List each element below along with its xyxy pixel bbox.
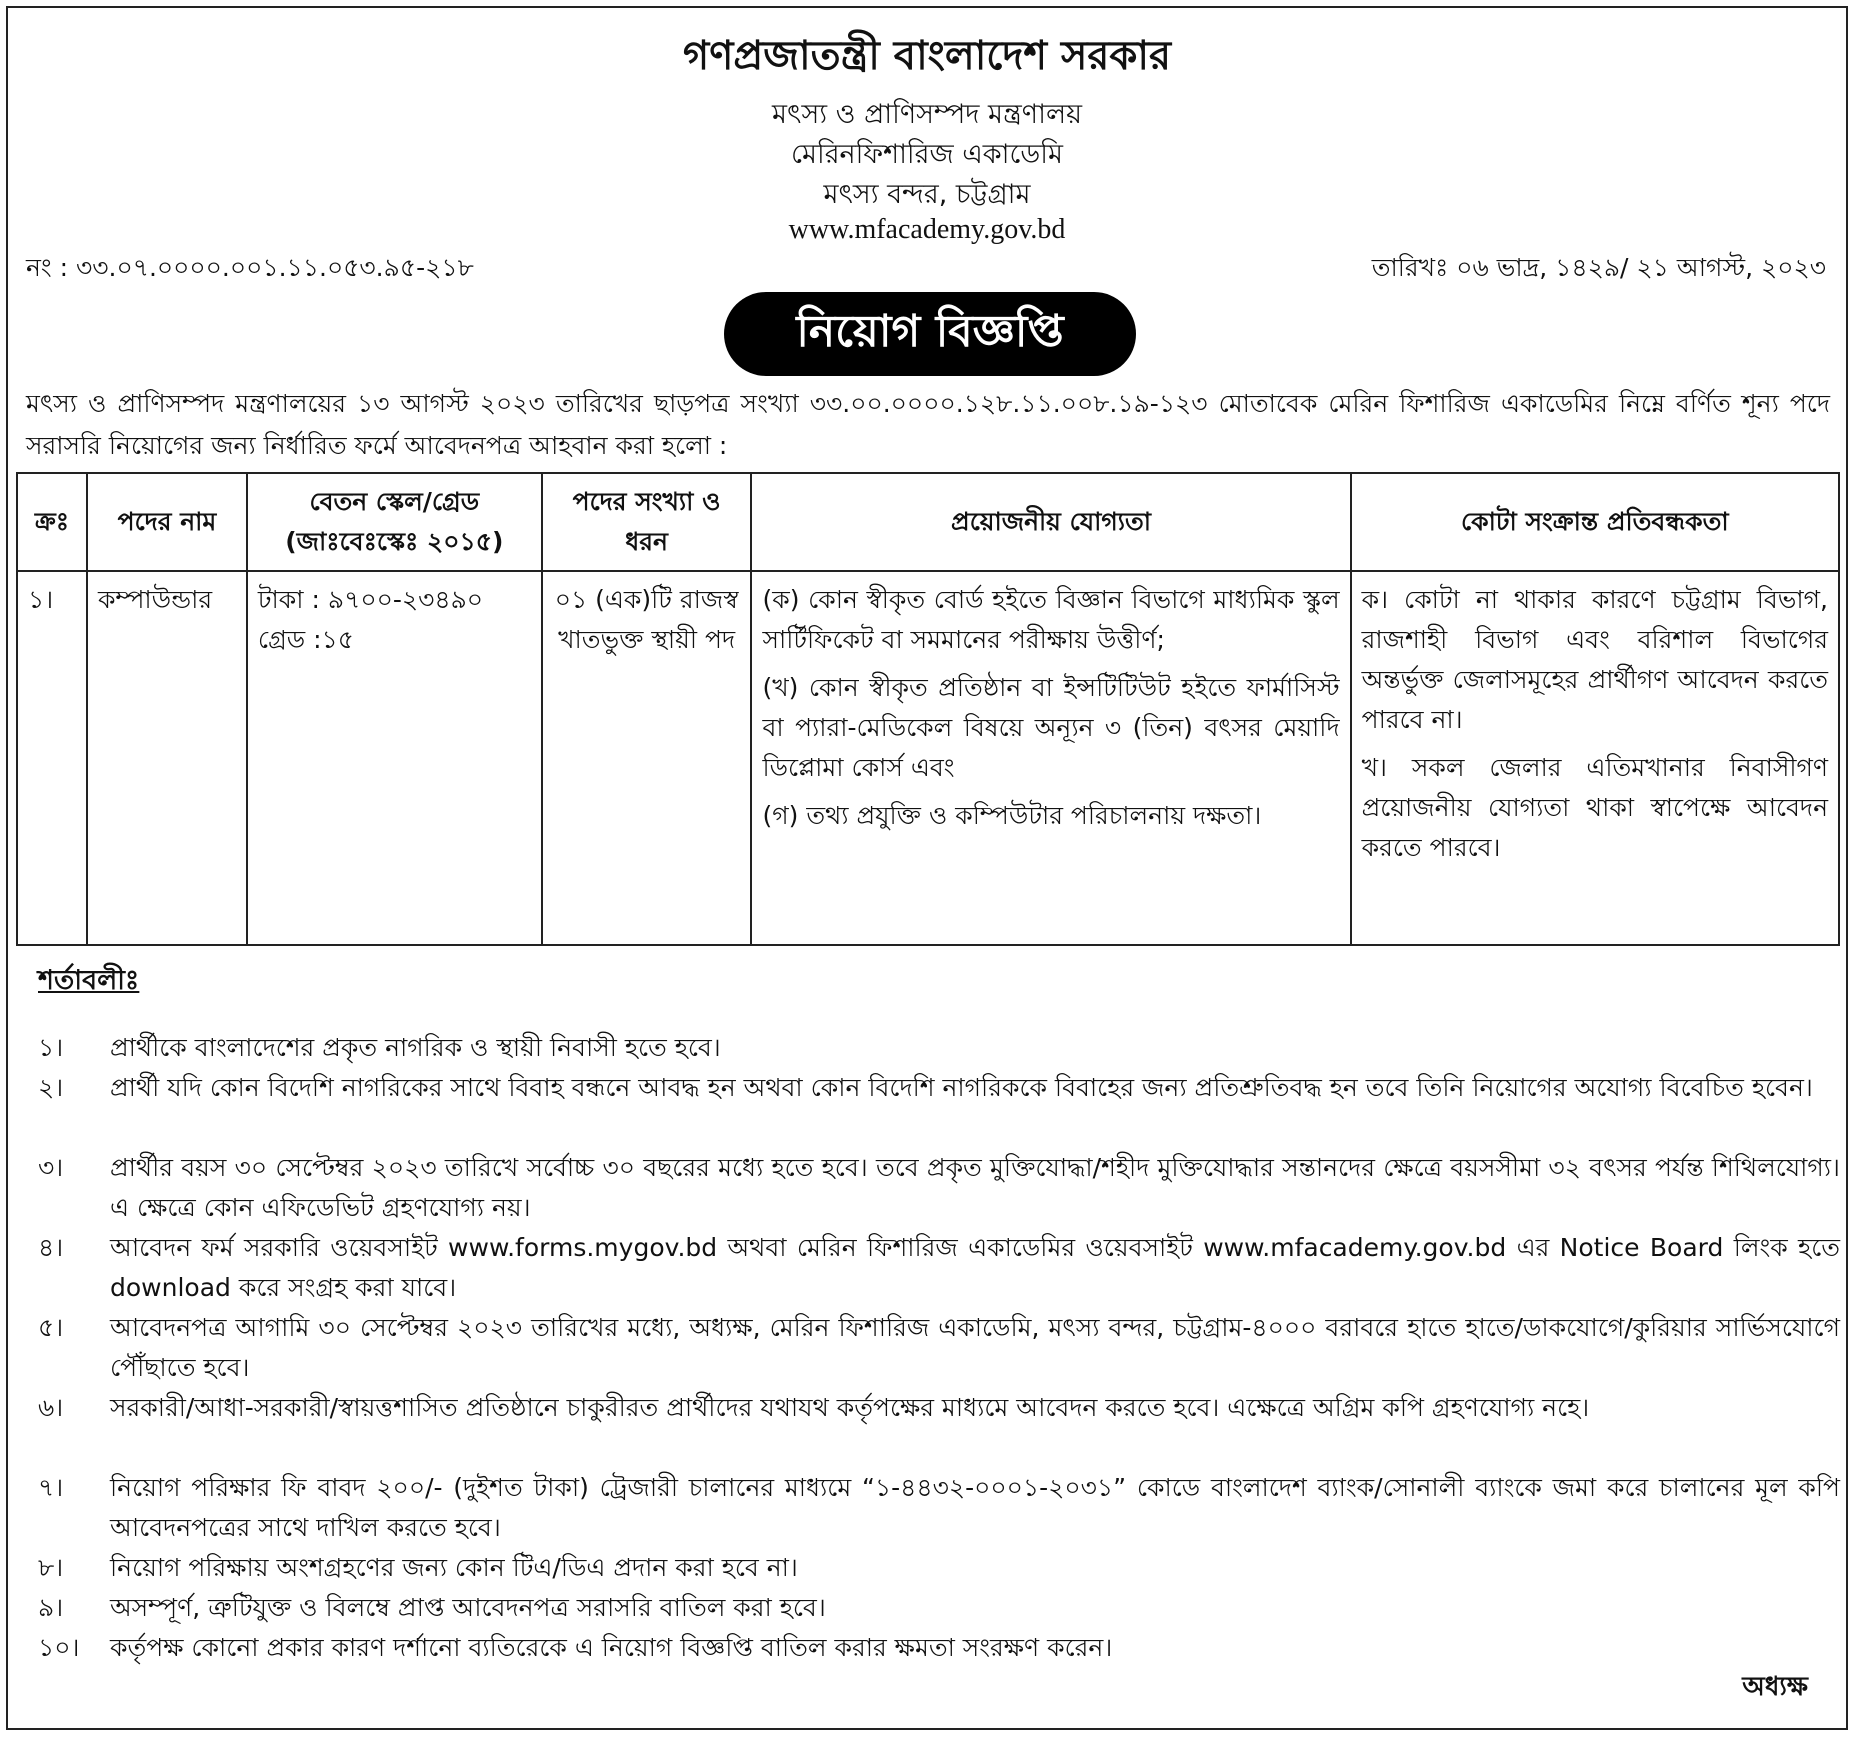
intro-paragraph: মৎস্য ও প্রাণিসম্পদ মন্ত্রণালয়ের ১৩ আগস্ট ২০২৩ তারিখের ছাড়পত্র সংখ্যা ৩৩.০০.০০০০.১২৮.১১.০০৮.১৯-১২৩ মোতাবেক মেরিন ফিশারিজ একাডেমির নিম্নে বর্ণিত শূন্য পদে সরাসরি নিয়োগের জন্য নির্ধারিত ফর্মে আবেদনপত্র আহবান করা হলো : bbox=[26, 389, 1830, 460]
term-text: প্রার্থীর বয়স ৩০ সেপ্টেম্বর ২০২৩ তারিখে সর্বোচ্চ ৩০ বছরের মধ্যে হতে হবে। তবে প্রকৃত মুক্তিযোদ্ধা/শহীদ মুক্তিযোদ্ধার সন্তানদের ক্ষেত্রে বয়সসীমা ৩২ বৎসর পর্যন্ত শিথিলযোগ্য। এ ক্ষেত্রে কোন এফিডেভিট গ্রহণযোগ্য নয়। bbox=[110, 1153, 1840, 1222]
term-number: ৪। bbox=[38, 1233, 64, 1262]
quota-item: ক। কোটা না থাকার কারণে চট্টগ্রাম বিভাগ, রাজশাহী বিভাগ এবং বরিশাল বিভাগের অন্তর্ভুক্ত জেলাসমূহের প্রার্থীগণ আবেদন করতে পারবে না। bbox=[1361, 585, 1828, 734]
quota-item: খ। সকল জেলার এতিমখানার নিবাসীগণ প্রয়োজনীয় যোগ্যতা থাকা স্বাপেক্ষে আবেদন করতে পারবে। bbox=[1361, 753, 1828, 862]
term-number: ৭। bbox=[38, 1473, 64, 1502]
term-text: প্রার্থীকে বাংলাদেশের প্রকৃত নাগরিক ও স্থায়ী নিবাসী হতে হবে। bbox=[110, 1033, 721, 1062]
cell-quota bbox=[1351, 571, 1839, 945]
notice-page bbox=[6, 6, 1848, 1730]
government-title: গণপ্রজাতন্ত্রী বাংলাদেশ সরকার bbox=[683, 33, 1171, 79]
academy-address: মৎস্য বন্দর, চট্টগ্রাম bbox=[823, 179, 1031, 210]
cell-qualification bbox=[751, 571, 1350, 945]
pay-scale: টাকা : ৯৭০০-২৩৪৯০ bbox=[257, 585, 484, 614]
cell-post: কম্পাউন্ডার bbox=[87, 571, 247, 945]
term-number: ১০। bbox=[38, 1633, 80, 1662]
term-number: ১। bbox=[38, 1033, 64, 1062]
term-text: সরকারী/আধা-সরকারী/স্বায়ত্তশাসিত প্রতিষ্ঠানে চাকুরীরত প্রার্থীদের যথাযথ কর্তৃপক্ষের মাধ্যমে আবেদন করতে হবে। এক্ষেত্রে অগ্রিম কপি গ্রহণযোগ্য নহে। bbox=[110, 1393, 1590, 1422]
notice-date: তারিখঃ ০৬ ভাদ্র, ১৪২৯/ ২১ আগস্ট, ২০২৩ bbox=[1371, 253, 1826, 282]
academy-name: মেরিনফিশারিজ একাডেমি bbox=[791, 139, 1063, 170]
term-number: ২। bbox=[38, 1073, 64, 1102]
term-number: ৮। bbox=[38, 1553, 64, 1582]
term-number: ৯। bbox=[38, 1593, 64, 1622]
term-text: কর্তৃপক্ষ কোনো প্রকার কারণ দর্শানো ব্যতিরেকে এ নিয়োগ বিজ্ঞপ্তি বাতিল করার ক্ষমতা সংরক্ষণ করেন। bbox=[110, 1633, 1113, 1662]
term-number: ৫। bbox=[38, 1313, 64, 1342]
qualification-item: (গ) তথ্য প্রযুক্তি ও কম্পিউটার পরিচালনায় দক্ষতা। bbox=[762, 801, 1262, 830]
header-post: পদের নাম bbox=[87, 473, 247, 571]
academy-website: www.mfacademy.gov.bd bbox=[788, 214, 1066, 245]
term-text: প্রার্থী যদি কোন বিদেশি নাগরিকের সাথে বিবাহ বন্ধনে আবদ্ধ হন অথবা কোন বিদেশি নাগরিককে বিবাহের জন্য প্রতিশ্রুতিবদ্ধ হন তবে তিনি নিয়োগের অযোগ্য বিবেচিত হবেন। bbox=[110, 1073, 1813, 1102]
header-count: পদের সংখ্যা ও ধরন bbox=[542, 473, 752, 571]
term-text: আবেদনপত্র আগামি ৩০ সেপ্টেম্বর ২০২৩ তারিখের মধ্যে, অধ্যক্ষ, মেরিন ফিশারিজ একাডেমি, মৎস্য বন্দর, চট্টগ্রাম-৪০০০ বরাবরে হাতে হাতে/ডাকযোগে/কুরিয়ার সার্ভিসযোগে পৌঁছাতে হবে। bbox=[110, 1313, 1840, 1382]
terms-heading: শর্তাবলীঃ bbox=[38, 965, 140, 996]
ministry-name: মৎস্য ও প্রাণিসম্পদ মন্ত্রণালয় bbox=[772, 99, 1082, 130]
header-quota: কোটা সংক্রান্ত প্রতিবন্ধকতা bbox=[1351, 473, 1839, 571]
vacancy-table bbox=[16, 472, 1840, 946]
memo-number: নং : ৩৩.০৭.০০০০.০০১.১১.০৫৩.৯৫-২১৮ bbox=[26, 253, 474, 282]
header-qualification: প্রয়োজনীয় যোগ্যতা bbox=[751, 473, 1350, 571]
term-number: ৬। bbox=[38, 1393, 64, 1422]
pay-grade: গ্রেড :১৫ bbox=[257, 625, 355, 654]
cell-count: ০১ (এক)টি রাজস্ব খাতভুক্ত স্থায়ী পদ bbox=[542, 571, 752, 945]
qualification-item: (ক) কোন স্বীকৃত বোর্ড হইতে বিজ্ঞান বিভাগে মাধ্যমিক স্কুল সার্টিফিকেট বা সমমানের পরীক্ষায় উত্তীর্ণ; bbox=[762, 585, 1340, 654]
term-text: আবেদন ফর্ম সরকারি ওয়েবসাইট www.forms.mygov.bd অথবা মেরিন ফিশারিজ একাডেমির ওয়েবসাইট www.mfacademy.gov.bd এর Notice Board লিংক হতে download করে সংগ্রহ করা যাবে। bbox=[110, 1233, 1840, 1302]
header-scale: বেতন স্কেল/গ্রেড (জাঃবেঃস্কেঃ ২০১৫) bbox=[247, 473, 542, 571]
term-text: নিয়োগ পরিক্ষায় অংশগ্রহণের জন্য কোন টিএ/ডিএ প্রদান করা হবে না। bbox=[110, 1553, 798, 1582]
table-row bbox=[17, 571, 1839, 945]
header-serial: ক্রঃ bbox=[17, 473, 87, 571]
qualification-item: (খ) কোন স্বীকৃত প্রতিষ্ঠান বা ইন্সটিটিউট হইতে ফার্মাসিস্ট বা প্যারা-মেডিকেল বিষয়ে অন্যূন ৩ (তিন) বৎসর মেয়াদি ডিপ্লোমা কোর্স এবং bbox=[762, 673, 1340, 782]
cell-serial: ১। bbox=[17, 571, 87, 945]
signer-title: অধ্যক্ষ bbox=[1742, 1672, 1808, 1702]
cell-scale bbox=[247, 571, 542, 945]
term-number: ৩। bbox=[38, 1153, 64, 1182]
term-text: অসম্পূর্ণ, ত্রুটিযুক্ত ও বিলম্বে প্রাপ্ত আবেদনপত্র সরাসরি বাতিল করা হবে। bbox=[110, 1593, 826, 1622]
table-header-row bbox=[17, 473, 1839, 571]
notice-title: নিয়োগ বিজ্ঞপ্তি bbox=[724, 292, 1136, 376]
term-text: নিয়োগ পরিক্ষার ফি বাবদ ২০০/- (দুইশত টাকা) ট্রেজারী চালানের মাধ্যমে “১-৪৪৩২-০০০১-২০৩১” কোডে বাংলাদেশ ব্যাংক/সোনালী ব্যাংকে জমা করে চালানের মূল কপি আবেদনপত্রের সাথে দাখিল করতে হবে। bbox=[110, 1473, 1840, 1542]
